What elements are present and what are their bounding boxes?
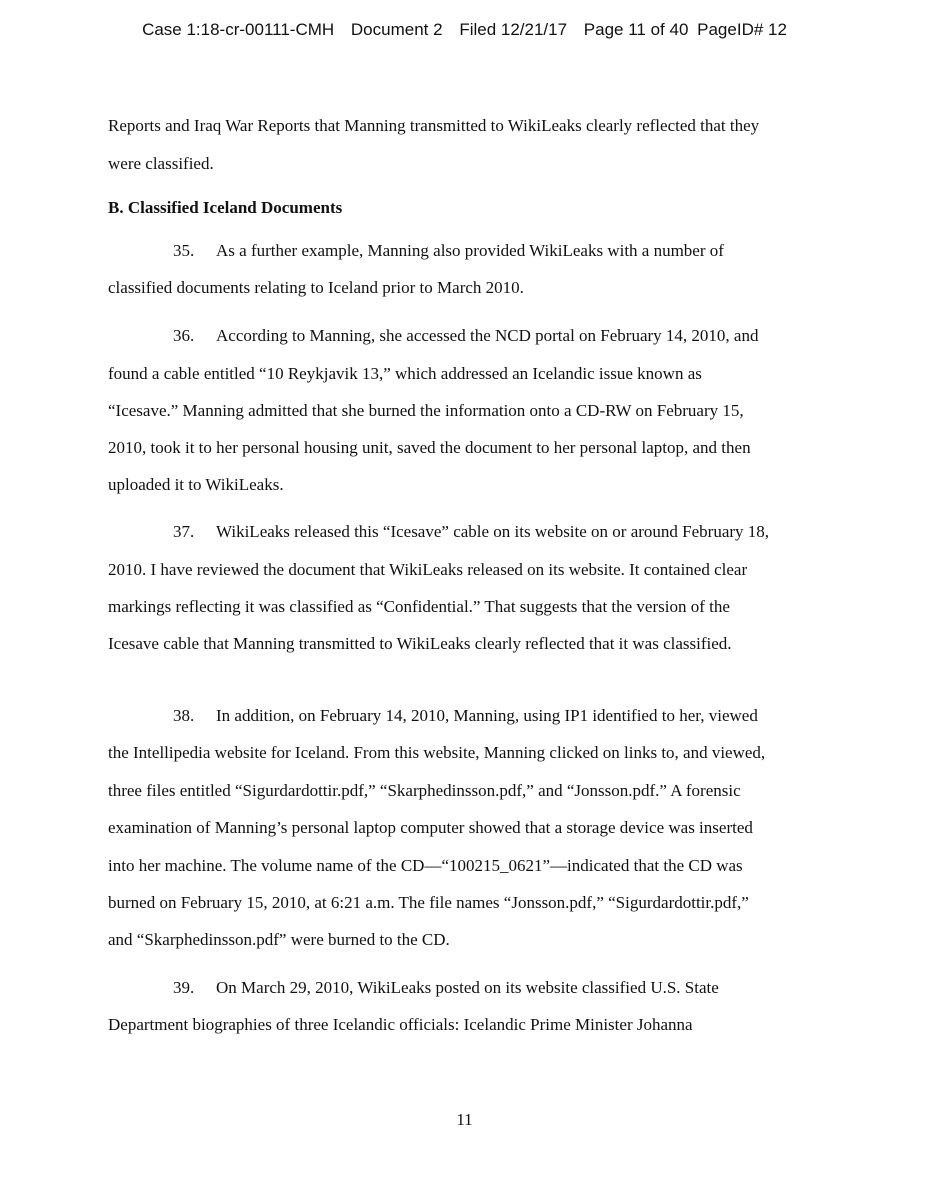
text-line: WikiLeaks released this “Icesave” cable on its website on or around February 18, <box>216 522 770 541</box>
text-line: into her machine. The volume name of the CD—“100215_0621”—indicated that the CD was <box>108 856 743 875</box>
text-line: the Intellipedia website for Iceland. From this website, Manning clicked on links to, and viewed, <box>108 743 766 762</box>
text-line: 2010. I have reviewed the document that WikiLeaks released on its website. It contained clear <box>108 560 748 579</box>
text-line: uploaded it to WikiLeaks. <box>108 475 284 494</box>
text-line: On March 29, 2010, WikiLeaks posted on its website classified U.S. State <box>216 978 719 997</box>
paragraph-number: 35. <box>173 241 195 260</box>
text-line: As a further example, Manning also provided WikiLeaks with a number of <box>216 241 724 260</box>
text-line: were classified. <box>108 154 214 173</box>
document-number: Document 2 <box>350 20 443 39</box>
page-count: Page 11 of 40 <box>583 20 689 39</box>
page-id: PageID# 12 <box>697 20 787 39</box>
text-line: Reports and Iraq War Reports that Manning transmitted to WikiLeaks clearly reflected that they <box>108 116 760 135</box>
text-line: burned on February 15, 2010, at 6:21 a.m. The file names “Jonsson.pdf,” “Sigurdardottir.pdf,” <box>108 893 749 912</box>
section-heading: B. Classified Iceland Documents <box>108 198 343 217</box>
page-number: 11 <box>456 1110 473 1129</box>
text-line: “Icesave.” Manning admitted that she burned the information onto a CD-RW on February 15, <box>108 401 744 420</box>
text-line: and “Skarphedinsson.pdf” were burned to the CD. <box>108 930 450 949</box>
case-number: Case 1:18-cr-00111-CMH <box>142 20 335 39</box>
text-line: According to Manning, she accessed the NCD portal on February 14, 2010, and <box>216 326 759 345</box>
text-line: markings reflecting it was classified as “Confidential.” That suggests that the version of the <box>108 597 730 616</box>
paragraph-number: 37. <box>173 522 195 541</box>
text-line: 2010, took it to her personal housing unit, saved the document to her personal laptop, and then <box>108 438 751 457</box>
paragraph-number: 38. <box>173 706 195 725</box>
court-header <box>0 20 929 40</box>
paragraph-number: 36. <box>173 326 195 345</box>
paragraph-number: 39. <box>173 978 195 997</box>
text-line: three files entitled “Sigurdardottir.pdf,” “Skarphedinsson.pdf,” and “Jonsson.pdf.” A forensic <box>108 781 741 800</box>
text-line: classified documents relating to Iceland prior to March 2010. <box>108 278 524 297</box>
filed-date: Filed 12/21/17 <box>459 20 568 39</box>
text-line: examination of Manning’s personal laptop computer showed that a storage device was inserted <box>108 818 753 837</box>
text-line: found a cable entitled “10 Reykjavik 13,” which addressed an Icelandic issue known as <box>108 364 702 383</box>
text-line: Icesave cable that Manning transmitted to WikiLeaks clearly reflected that it was classified. <box>108 634 732 653</box>
text-line: Department biographies of three Icelandic officials: Icelandic Prime Minister Johanna <box>108 1015 693 1034</box>
text-line: In addition, on February 14, 2010, Manning, using IP1 identified to her, viewed <box>216 706 758 725</box>
